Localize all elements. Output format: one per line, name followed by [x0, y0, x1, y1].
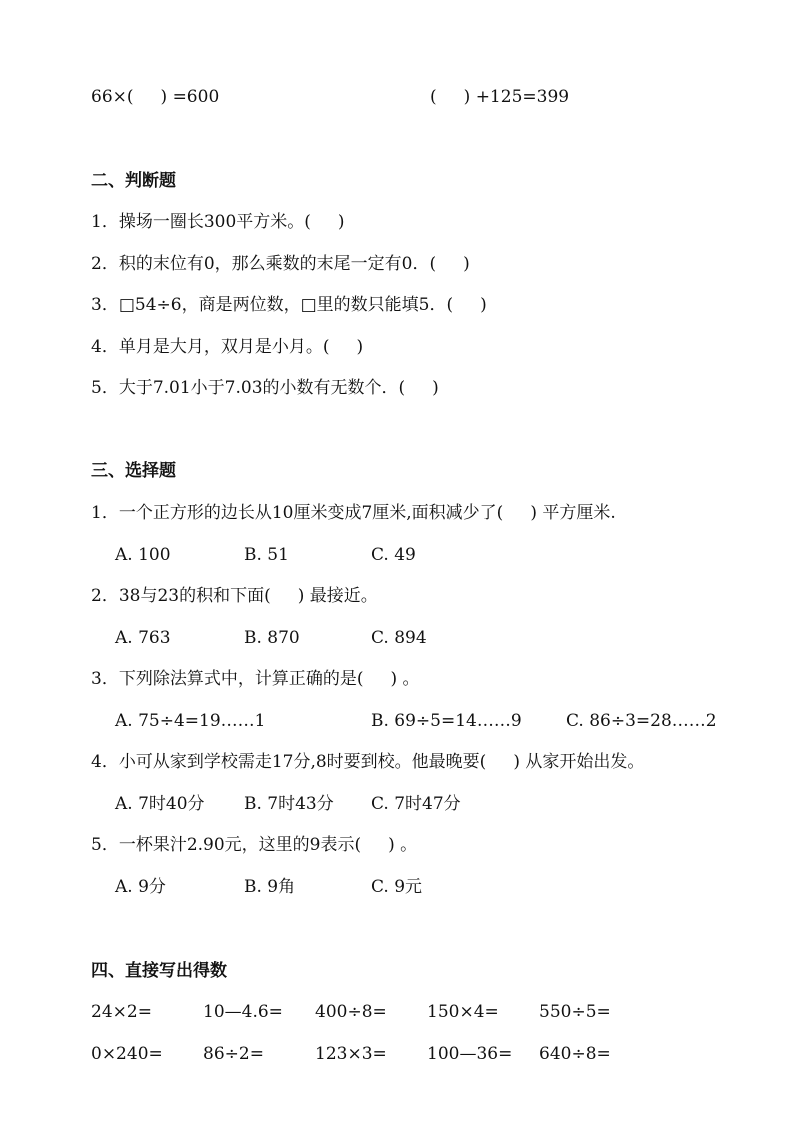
calc-r2-c2: 86÷2=	[203, 1044, 264, 1064]
choice-2-option-a: A. 763	[115, 628, 171, 648]
choice-3-option-a: A. 75÷4=19……1	[115, 711, 266, 731]
equation-left: 66×( ) =600	[91, 87, 220, 107]
choice-2-option-c: C. 894	[371, 628, 427, 648]
choice-4-option-c: C. 7时47分	[371, 794, 461, 814]
section-title-judgement: 二、判断题	[91, 171, 176, 191]
choice-question-1: 1．一个正方形的边长从10厘米变成7厘米,面积减少了( ) 平方厘米.	[91, 503, 616, 523]
choice-1-option-b: B. 51	[244, 545, 289, 565]
equation-right: ( ) +125=399	[430, 87, 570, 107]
section-title-choice: 三、选择题	[91, 461, 176, 481]
choice-3-option-b: B. 69÷5=14……9	[371, 711, 522, 731]
calc-r2-c1: 0×240=	[91, 1044, 163, 1064]
judgement-item-5: 5．大于7.01小于7.03的小数有无数个．( )	[91, 378, 439, 398]
calc-r2-c5: 640÷8=	[539, 1044, 611, 1064]
calc-r1-c2: 10—4.6=	[203, 1002, 283, 1022]
choice-question-2: 2．38与23的积和下面( ) 最接近。	[91, 586, 378, 606]
choice-1-option-a: A. 100	[115, 545, 171, 565]
choice-4-option-b: B. 7时43分	[244, 794, 334, 814]
judgement-item-4: 4．单月是大月，双月是小月。( )	[91, 337, 364, 357]
choice-5-option-b: B. 9角	[244, 877, 296, 897]
choice-question-3: 3．下列除法算式中，计算正确的是( ) 。	[91, 669, 420, 689]
calc-r1-c3: 400÷8=	[315, 1002, 387, 1022]
calc-r2-c3: 123×3=	[315, 1044, 387, 1064]
calc-r2-c4: 100—36=	[427, 1044, 513, 1064]
calc-r1-c1: 24×2=	[91, 1002, 152, 1022]
calc-r1-c4: 150×4=	[427, 1002, 499, 1022]
choice-question-5: 5．一杯果汁2.90元，这里的9表示( ) 。	[91, 835, 418, 855]
choice-3-option-c: C. 86÷3=28……2	[566, 711, 717, 731]
calc-r1-c5: 550÷5=	[539, 1002, 611, 1022]
choice-5-option-a: A. 9分	[115, 877, 166, 897]
section-title-mental-math: 四、直接写出得数	[91, 961, 227, 981]
judgement-item-2: 2．积的末位有0，那么乘数的末尾一定有0．( )	[91, 254, 470, 274]
choice-5-option-c: C. 9元	[371, 877, 423, 897]
choice-1-option-c: C. 49	[371, 545, 416, 565]
choice-question-4: 4．小可从家到学校需走17分,8时要到校。他最晚要( ) 从家开始出发。	[91, 752, 645, 772]
judgement-item-1: 1．操场一圈长300平方米。( )	[91, 212, 345, 232]
choice-2-option-b: B. 870	[244, 628, 300, 648]
choice-4-option-a: A. 7时40分	[115, 794, 205, 814]
judgement-item-3: 3．□54÷6，商是两位数，□里的数只能填5．( )	[91, 295, 487, 315]
